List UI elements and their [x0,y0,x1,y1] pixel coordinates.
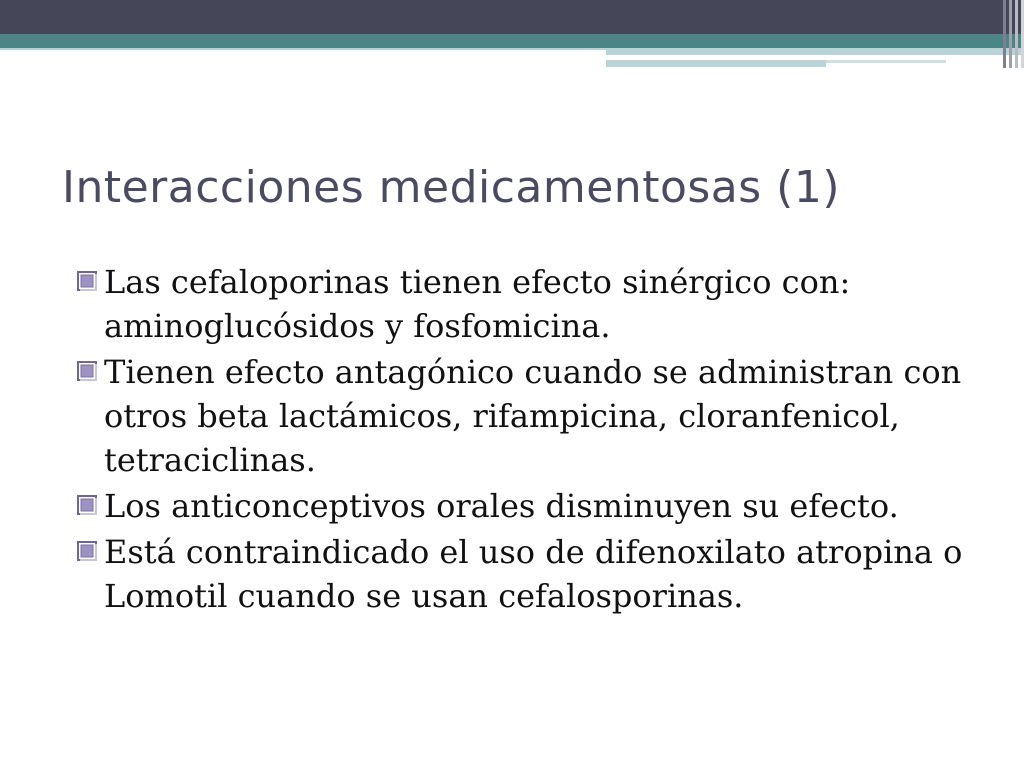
header-edge-stripes [990,0,1024,68]
checkbox-square-icon [76,540,98,562]
edge-stripe [1003,0,1006,68]
header-light-band-lower [606,60,826,67]
header-light-band-upper [606,48,1024,55]
checkbox-square-icon [76,494,98,516]
checkbox-square-icon [76,360,98,382]
bullet-list [76,260,976,620]
checkbox-square-icon [76,270,98,292]
bullet-text: Las cefaloporinas tienen efecto sinérgico con: aminoglucósidos y fosfomicina. [104,263,851,345]
edge-stripe [1015,0,1018,68]
bullet-item [76,530,976,618]
bullet-text: Tienen efecto antagónico cuando se administran con otros beta lactámicos, rifampicina, cloranfenicol, tetraciclinas. [104,353,962,479]
bullet-item [76,350,976,482]
bullet-item [76,484,976,528]
bullet-text: Los anticonceptivos orales disminuyen su efecto. [104,487,899,525]
edge-stripe [1009,0,1012,68]
header-dark-band [0,0,1024,34]
bullet-item [76,260,976,348]
header-light-band-accent [826,60,946,63]
bullet-text: Está contraindicado el uso de difenoxilato atropina o Lomotil cuando se usan cefalosporinas. [104,533,963,615]
header-thin-line [0,48,606,50]
header-teal-band [0,34,1024,48]
slide-title: Interacciones medicamentosas (1) [62,162,840,213]
